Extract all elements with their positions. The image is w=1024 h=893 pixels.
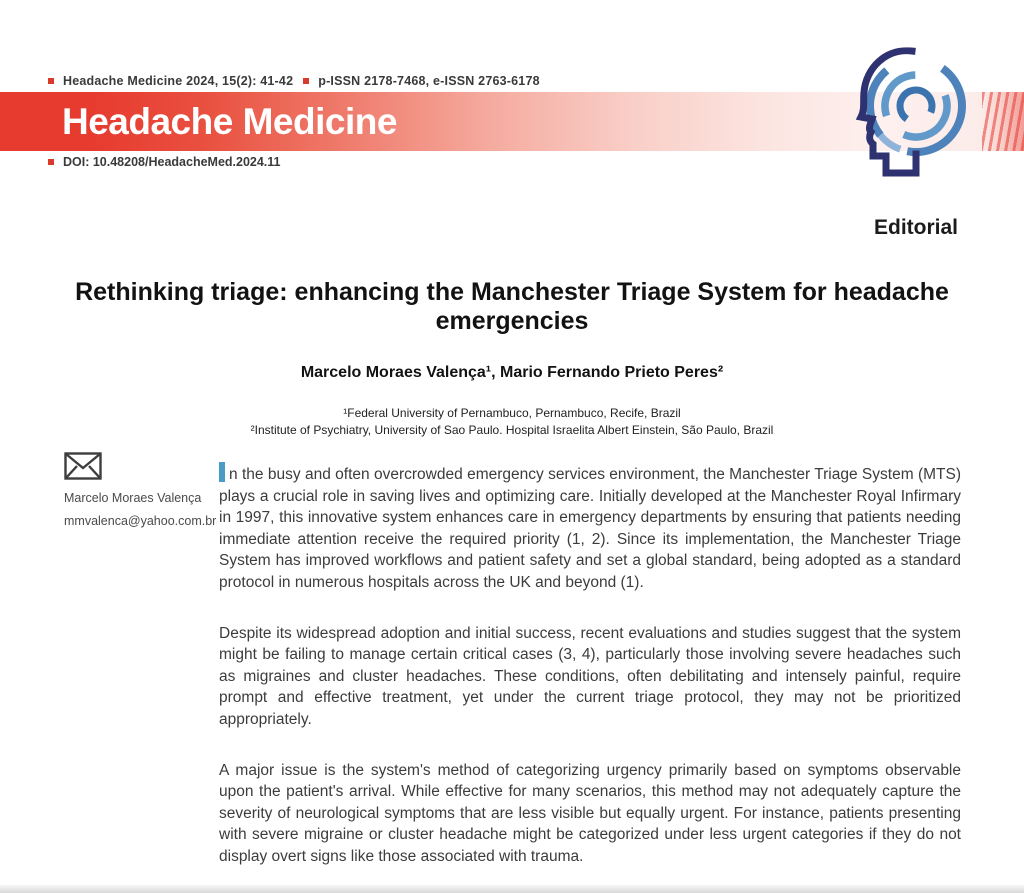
affiliation-line: ²Institute of Psychiatry, University of Sao Paulo. Hospital Israelita Albert Einstein, São Paulo, Brazil	[250, 422, 774, 437]
correspondence-name: Marcelo Moraes Valença	[64, 491, 202, 505]
article-type-label: Editorial	[873, 216, 958, 239]
article-body	[219, 462, 961, 893]
paragraph: A major issue is the system's method of categorizing urgency primarily based on symptoms observable upon the patient's arrival. While effective for many scenarios, this method may not adequately capture the severity of neurological symptoms that are less visible but equally urgent. For instance, patients presenting with severe migraine or cluster headache might be categorized under less urgent categories if they do not display overt signs like those associated with trauma.	[219, 761, 961, 865]
banner-streaks-decoration	[982, 92, 1024, 151]
paragraph	[219, 462, 961, 594]
paragraph: Despite its widespread adoption and initial success, recent evaluations and studies suggest that the system might be failing to manage certain critical cases (3, 4), particularly those involving severe headaches such as migraines and cluster headaches. These conditions, often debilitating and intensely painful, require prompt and effective treatment, yet under the current triage protocol, they may not be prioritized appropriately.	[219, 624, 961, 728]
affiliations-block	[60, 405, 964, 438]
square-bullet-icon	[48, 78, 54, 84]
citation-text: Headache Medicine 2024, 15(2): 41-42	[63, 74, 294, 88]
page-bottom-edge	[0, 885, 1024, 893]
square-bullet-icon	[48, 159, 54, 165]
issn-text: p-ISSN 2178-7468, e-ISSN 2763-6178	[318, 74, 540, 88]
authors-line: Marcelo Moraes Valença¹, Mario Fernando Prieto Peres²	[300, 364, 724, 381]
paragraph-text: n the busy and often overcrowded emergency services environment, the Manchester Triage System (MTS) plays a crucial role in saving lives and optimizing care. Initially developed at the Manchester Royal Infirmary in 1997, this innovative system enhances care in emergency departments by ensuring that patients needing immediate attention receive the required priority (1, 2). Since its implementation, the Manchester Triage System has improved workflows and patient safety and set a global standard, being adopted as a standard protocol in numerous hospitals across the UK and beyond (1).	[219, 466, 961, 591]
correspondence-block	[64, 452, 217, 533]
journal-title: Headache Medicine	[62, 101, 397, 142]
envelope-icon	[64, 452, 102, 480]
header-citation-row	[48, 74, 540, 88]
square-bullet-icon	[303, 78, 309, 84]
dropcap-initial	[219, 462, 225, 482]
journal-logo-icon	[852, 46, 970, 186]
doi-text: DOI: 10.48208/HeadacheMed.2024.11	[63, 155, 281, 169]
article-title: Rethinking triage: enhancing the Manchester Triage System for headache emergencies	[75, 278, 949, 335]
correspondence-email[interactable]: mmvalenca@yahoo.com.br	[64, 514, 217, 528]
affiliation-line: ¹Federal University of Pernambuco, Pernambuco, Recife, Brazil	[343, 406, 681, 420]
doi-row	[48, 155, 281, 169]
